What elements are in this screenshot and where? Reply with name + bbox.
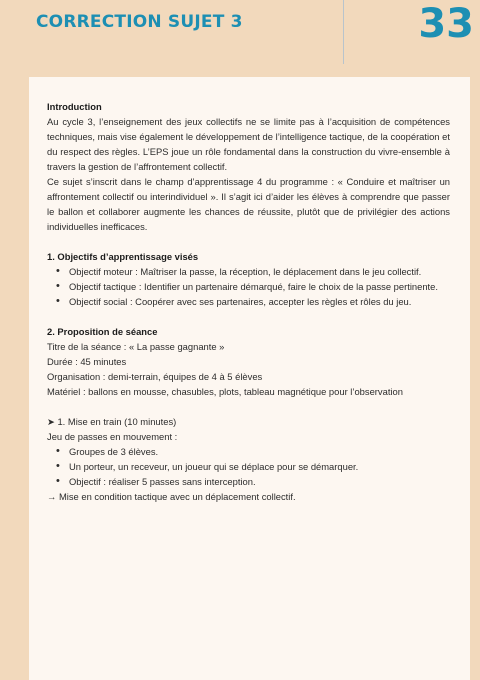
list-item: • Objectif social : Coopérer avec ses partenaires, accepter les règles et rôles du jeu. [69, 294, 450, 309]
step-conclusion: → Mise en condition tactique avec un déplacement collectif. [47, 491, 296, 502]
content-card [29, 77, 470, 680]
list-item: • Objectif moteur : Maîtriser la passe, la réception, le déplacement dans le jeu collectif. [69, 264, 450, 279]
list-item: • Groupes de 3 élèves. [69, 444, 450, 459]
list-item: • Un porteur, un receveur, un joueur qui se déplace pour se démarquer. [69, 459, 450, 474]
session-materiel: Matériel : ballons en mousse, chasubles, plots, tableau magnétique pour l’observation [47, 386, 403, 397]
header-divider [343, 0, 344, 64]
list-item: • Objectif : réaliser 5 passes sans interception. [69, 474, 450, 489]
document-body [47, 99, 450, 504]
intro-paragraph-1: Au cycle 3, l’enseignement des jeux collectifs ne se limite pas à l’acquisition de compétences techniques, mais vise également le développement de l’intelligence tactique, de la coopération et du respect des règles. L’EPS joue un rôle fondamental dans la construction du vivre-ensemble à travers la gestion de l’affrontement collectif. [47, 116, 450, 172]
page-number: 33 [418, 1, 474, 47]
intro-heading: Introduction [47, 101, 102, 112]
session-title: Titre de la séance : « La passe gagnante » [47, 341, 225, 352]
step-title: ➤ 1. Mise en train (10 minutes) [47, 416, 177, 427]
objectives-list [47, 264, 450, 309]
session-duration: Durée : 45 minutes [47, 356, 127, 367]
list-item: • Objectif tactique : Identifier un partenaire démarqué, faire le choix de la passe pertinente. [69, 279, 450, 294]
section-1-heading: 1. Objectifs d’apprentissage visés [47, 251, 199, 262]
intro-paragraph-2: Ce sujet s’inscrit dans le champ d’apprentissage 4 du programme : « Conduire et maîtriser un affrontement collectif ou interindividuel ». Il s’agit ici d’aider les élèves à comprendre que passer le ballon et collaborer augmente les chances de réussite, plutôt que de privilégier des actions individuelles inefficaces. [47, 176, 450, 232]
section-2-heading: 2. Proposition de séance [47, 326, 158, 337]
page-title: CORRECTION SUJET 3 [36, 12, 243, 32]
step-list [47, 444, 450, 489]
session-organisation: Organisation : demi-terrain, équipes de 4 à 5 élèves [47, 371, 263, 382]
step-intro: Jeu de passes en mouvement : [47, 431, 178, 442]
